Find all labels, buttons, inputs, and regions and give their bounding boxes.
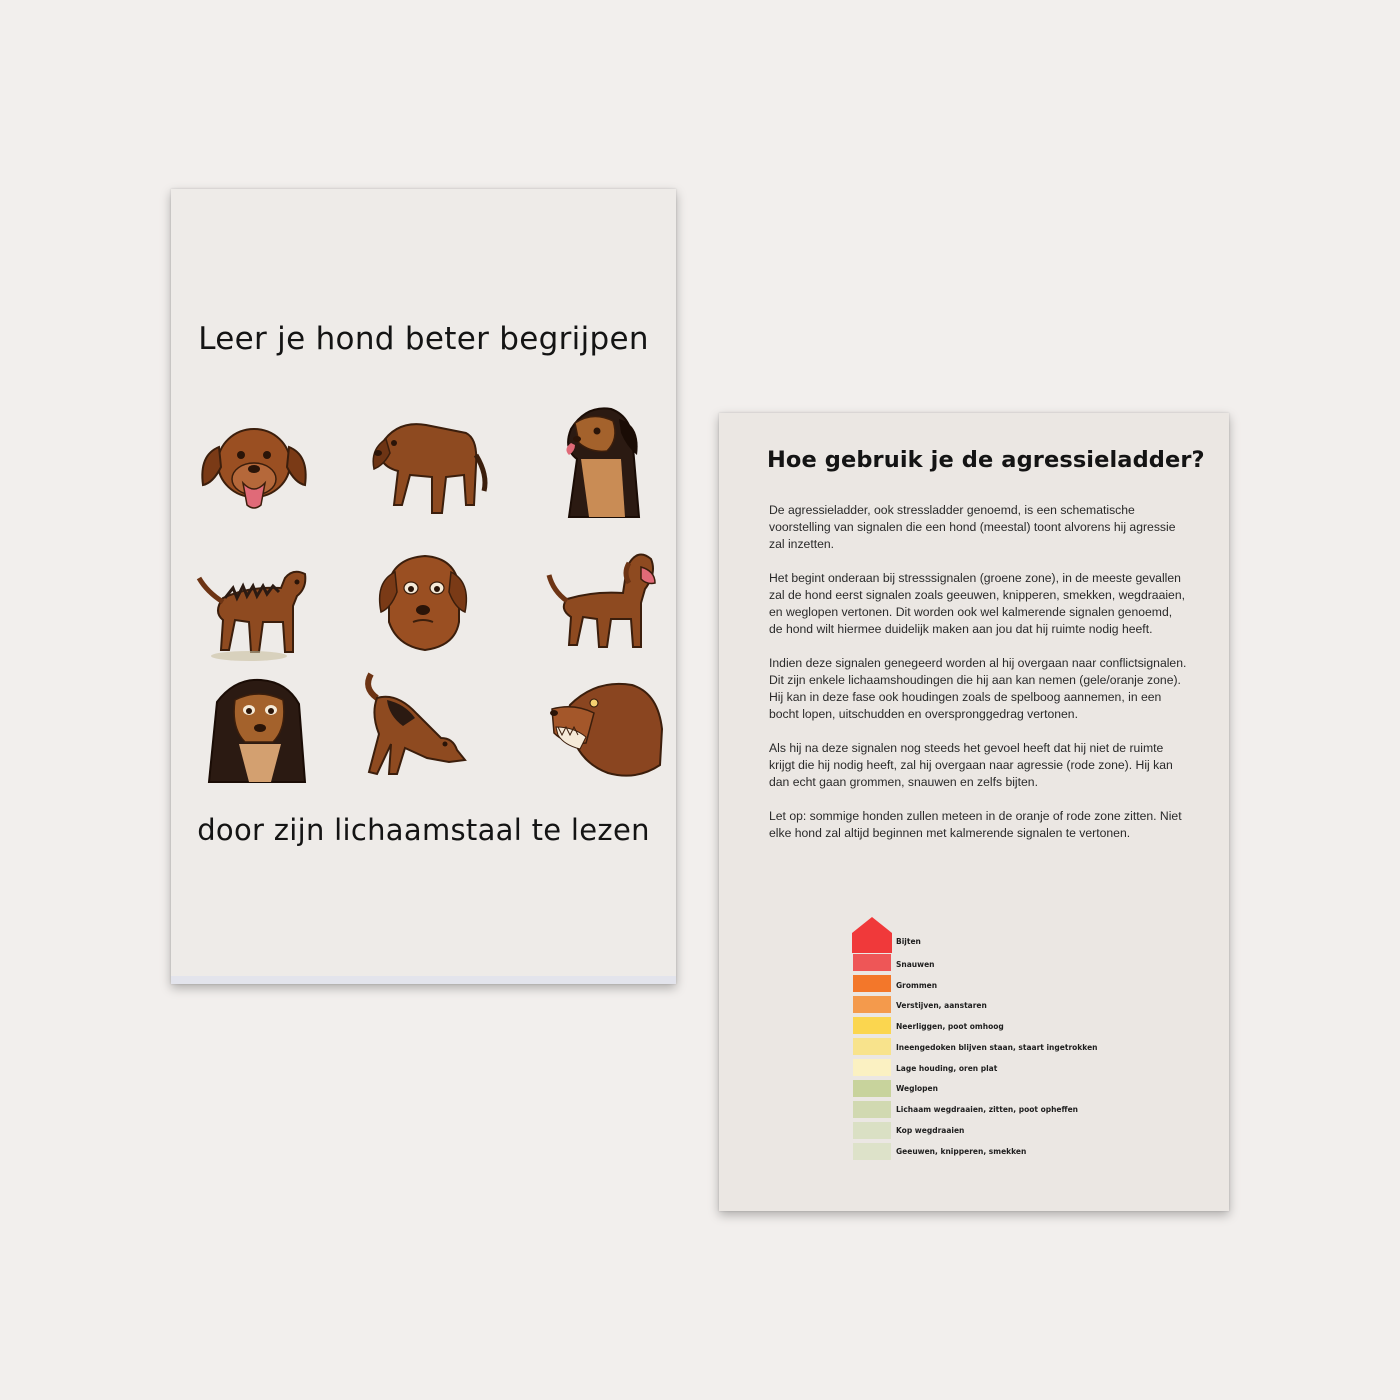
ladder-label: Verstijven, aanstaren — [896, 1001, 987, 1010]
snarling-dog-head-icon — [546, 669, 676, 799]
happy-dog-head-icon — [189, 405, 319, 535]
aggression-ladder-card — [719, 413, 1229, 1211]
cover-title: Leer je hond beter begrijpen — [198, 321, 649, 357]
ladder-top-arrow — [852, 917, 892, 953]
ladder-step — [853, 1143, 891, 1160]
ladder-step — [853, 975, 891, 992]
ladder-step — [853, 1059, 891, 1076]
body-text — [769, 502, 1189, 859]
ladder-step — [853, 1017, 891, 1034]
anxious-dog-icon — [195, 672, 325, 802]
ladder-label: Kop wegdraaien — [896, 1126, 965, 1135]
paragraph: Let op: sommige honden zullen meteen in de oranje of rode zone zitten. Niet elke hond zal altijd beginnen met kalmerende signalen te vertonen. — [769, 809, 1182, 840]
paragraph: Het begint onderaan bij stresssignalen (groene zone), in de meeste gevallen zal de hond eerst signalen zoals geeuwen, knipperen, smekken, wegdraaien, en weglopen vertonen. Dit worden ook wel kalmerende signalen genoemd, de hond wilt hiermee duidelijk maken aan jou dat hij ruimte nodig heeft. — [769, 571, 1185, 636]
cowering-dog-icon — [356, 405, 491, 535]
yawning-dog-icon — [537, 537, 667, 667]
ladder-label: Weglopen — [896, 1084, 938, 1093]
lip-licking-dog-icon — [541, 399, 671, 529]
ladder-label: Geeuwen, knipperen, smekken — [896, 1147, 1027, 1156]
ladder-step — [853, 954, 891, 971]
ladder-label: Lage houding, oren plat — [896, 1064, 998, 1073]
paragraph: De agressieladder, ook stressladder genoemd, is een schematische voorstelling van signalen die een hond (meestal) toont alvorens hij agressie zal inzetten. — [769, 503, 1176, 551]
paragraph: Als hij na deze signalen nog steeds het gevoel heeft dat hij niet de ruimte krijgt die hij nodig heeft, zal hij overgaan naar agressie (rode zone). Hij kan dan echt gaan grommen, snauwen en zelfs bijten. — [769, 741, 1173, 789]
ladder-step — [853, 1101, 891, 1118]
ladder-step — [853, 996, 891, 1013]
paragraph: Indien deze signalen genegeerd worden al hij overgaan naar conflictsignalen. Dit zijn enkele lichaamshoudingen die hij aan kan nemen (gele/oranje zone). Hij kan in deze fase ook houdingen zoals de spelboog aannemen, in een bocht lopen, uitschudden en overspronggedrag vertonen. — [769, 656, 1187, 721]
worried-dog-head-icon — [359, 542, 489, 672]
ladder-step — [853, 1080, 891, 1097]
ladder-label: Bijten — [896, 937, 921, 946]
ladder-label: Grommen — [896, 981, 938, 990]
ladder-label: Ineengedoken blijven staan, staart ingetrokken — [896, 1043, 1098, 1052]
ladder-label: Snauwen — [896, 960, 935, 969]
cover-card — [171, 189, 676, 984]
hackles-raised-dog-icon — [189, 542, 319, 672]
ladder-step — [853, 1038, 891, 1055]
ladder-label: Lichaam wegdraaien, zitten, poot opheffen — [896, 1105, 1079, 1114]
cover-subtitle: door zijn lichaamstaal te lezen — [197, 813, 650, 847]
play-bow-dog-icon — [357, 664, 475, 794]
ladder-label: Neerliggen, poot omhoog — [896, 1022, 1004, 1031]
ladder-step — [853, 1122, 891, 1139]
page-title: Hoe gebruik je de agressieladder? — [767, 447, 1205, 473]
dog-illustration-grid — [171, 189, 676, 984]
